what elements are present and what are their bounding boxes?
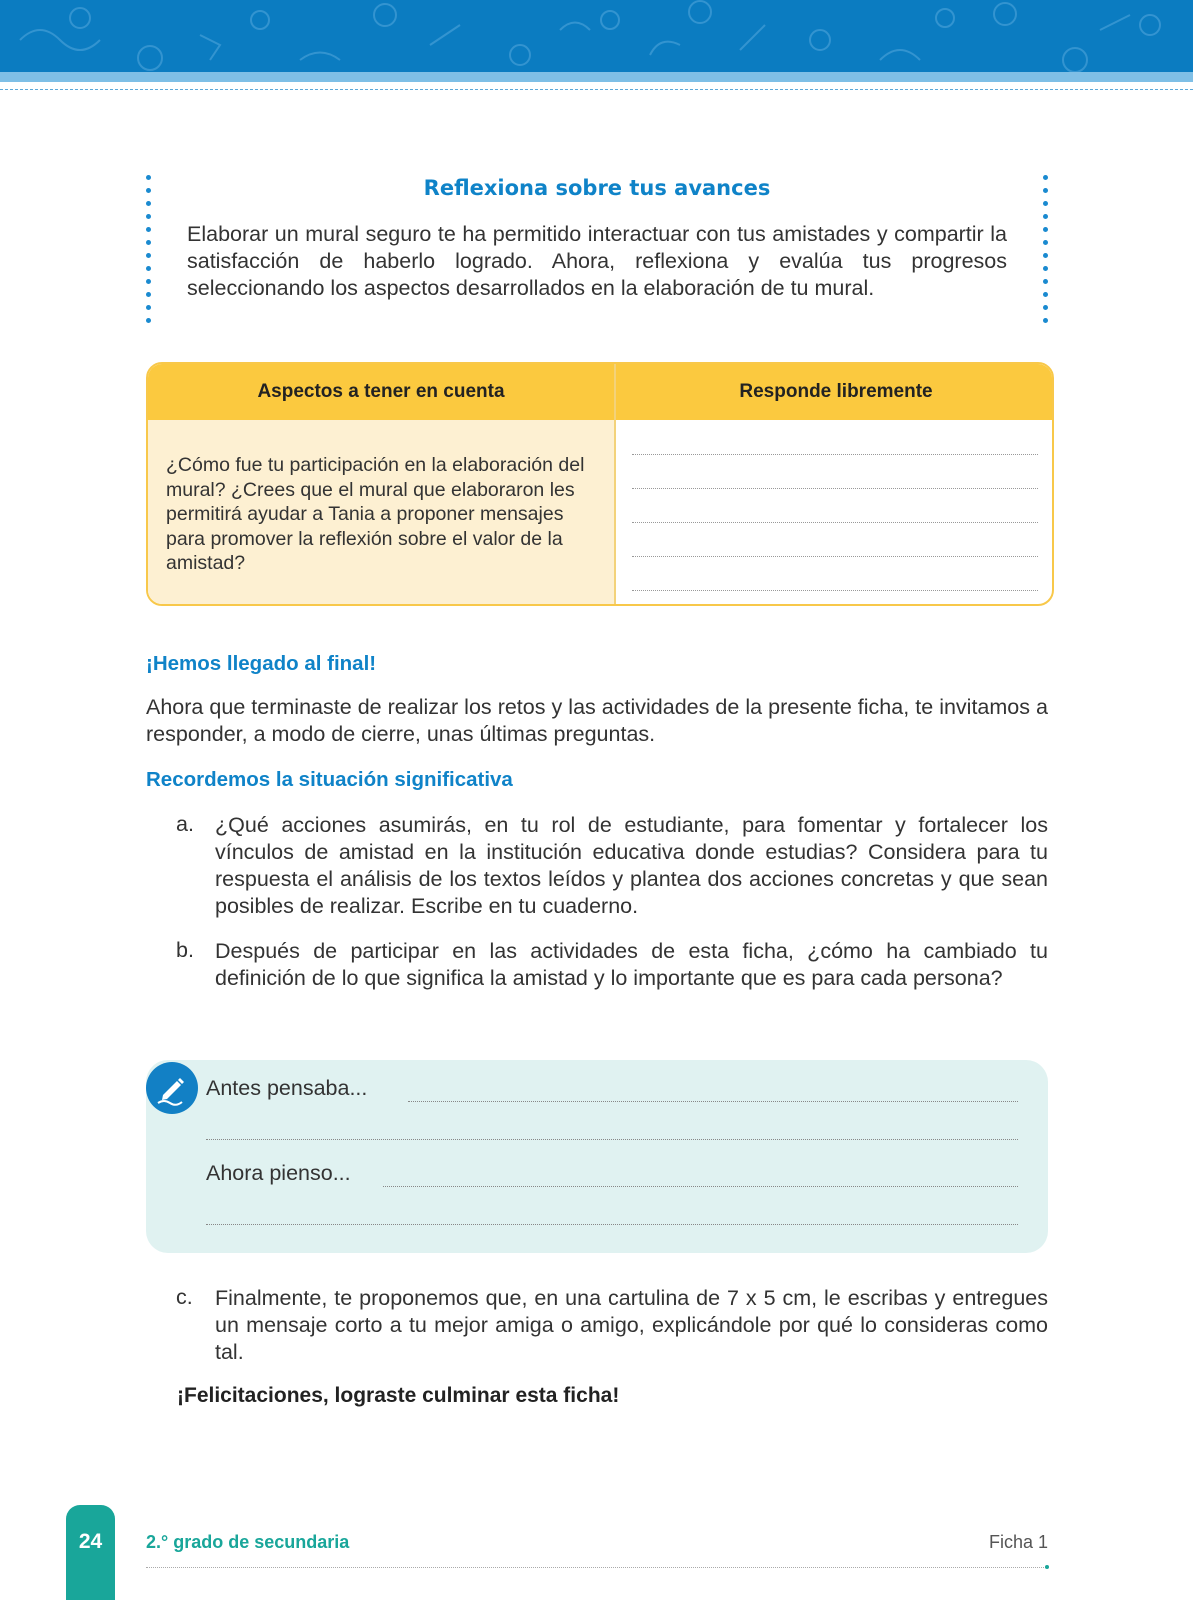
final-heading: ¡Hemos llegado al final! — [146, 652, 377, 675]
item-b-letter: b. — [176, 938, 194, 962]
footer-ficha: Ficha 1 — [988, 1532, 1048, 1552]
situation-heading: Recordemos la situación significativa — [146, 768, 513, 791]
table-header-response: Responde libremente — [739, 381, 933, 402]
header-band — [0, 0, 1193, 72]
answer-line[interactable] — [632, 522, 1038, 523]
page-number: 24 — [78, 1530, 103, 1553]
final-intro: Ahora que terminaste de realizar los retos y las actividades de la presente ficha, te invitamos a responder, a modo de cierre, unas últimas preguntas. — [146, 695, 1048, 746]
footer-divider — [146, 1567, 1046, 1568]
answer-line[interactable] — [632, 556, 1038, 557]
item-a-text: ¿Qué acciones asumirás, en tu rol de estudiante, para fomentar y fortalecer los vínculos de amistad en la institución educativa donde estudias? Considera para tu respuesta el análisis de los textos leídos y plantea dos acciones concretas y que sean posibles de realizar. Escribe en tu cuaderno. — [215, 813, 1048, 918]
evaluation-table — [146, 362, 1054, 606]
before-label: Antes pensaba... — [206, 1076, 368, 1100]
after-answer-line-2[interactable] — [206, 1224, 1018, 1225]
answer-line[interactable] — [632, 590, 1038, 591]
congrats-message: ¡Felicitaciones, lograste culminar esta ficha! — [177, 1384, 620, 1407]
header-dashed-divider — [0, 89, 1193, 90]
reflection-text: Elaborar un mural seguro te ha permitido interactuar con tus amistades y compartir la satisfacción de haberlo logrado. Ahora, reflexiona y evalúa tus progresos seleccionando los aspectos desarrollados en la elaboración de tu mural. — [187, 222, 1007, 300]
header-pattern — [0, 0, 1193, 72]
footer-grade: 2.° grado de secundaria — [146, 1532, 350, 1552]
table-column-divider — [614, 364, 616, 604]
answer-line[interactable] — [632, 454, 1038, 455]
before-answer-line[interactable] — [408, 1101, 1018, 1102]
reflection-title: Reflexiona sobre tus avances — [423, 176, 771, 200]
pencil-icon — [146, 1062, 198, 1114]
item-b-text: Después de participar en las actividades de esta ficha, ¿cómo ha cambiado tu definición de lo que significa la amistad y lo importante que es para cada persona? — [215, 939, 1048, 990]
item-c-letter: c. — [176, 1285, 193, 1309]
footer-dot — [1045, 1565, 1049, 1569]
after-label: Ahora pienso... — [206, 1161, 351, 1185]
before-answer-line-2[interactable] — [206, 1139, 1018, 1140]
item-a-letter: a. — [176, 812, 194, 836]
table-question-text: ¿Cómo fue tu participación en la elaboración del mural? ¿Crees que el mural que elaboraron les permitirá ayudar a Tania a proponer mensajes para promover la reflexión sobre el valor de la amistad? — [166, 454, 585, 574]
header-stripe — [0, 72, 1193, 82]
table-header-aspects: Aspectos a tener en cuenta — [257, 381, 505, 402]
answer-line[interactable] — [632, 488, 1038, 489]
after-answer-line[interactable] — [383, 1186, 1018, 1187]
item-c-text: Finalmente, te proponemos que, en una cartulina de 7 x 5 cm, le escribas y entregues un mensaje corto a tu mejor amiga o amigo, explicándole por qué lo consideras como tal. — [215, 1286, 1048, 1364]
